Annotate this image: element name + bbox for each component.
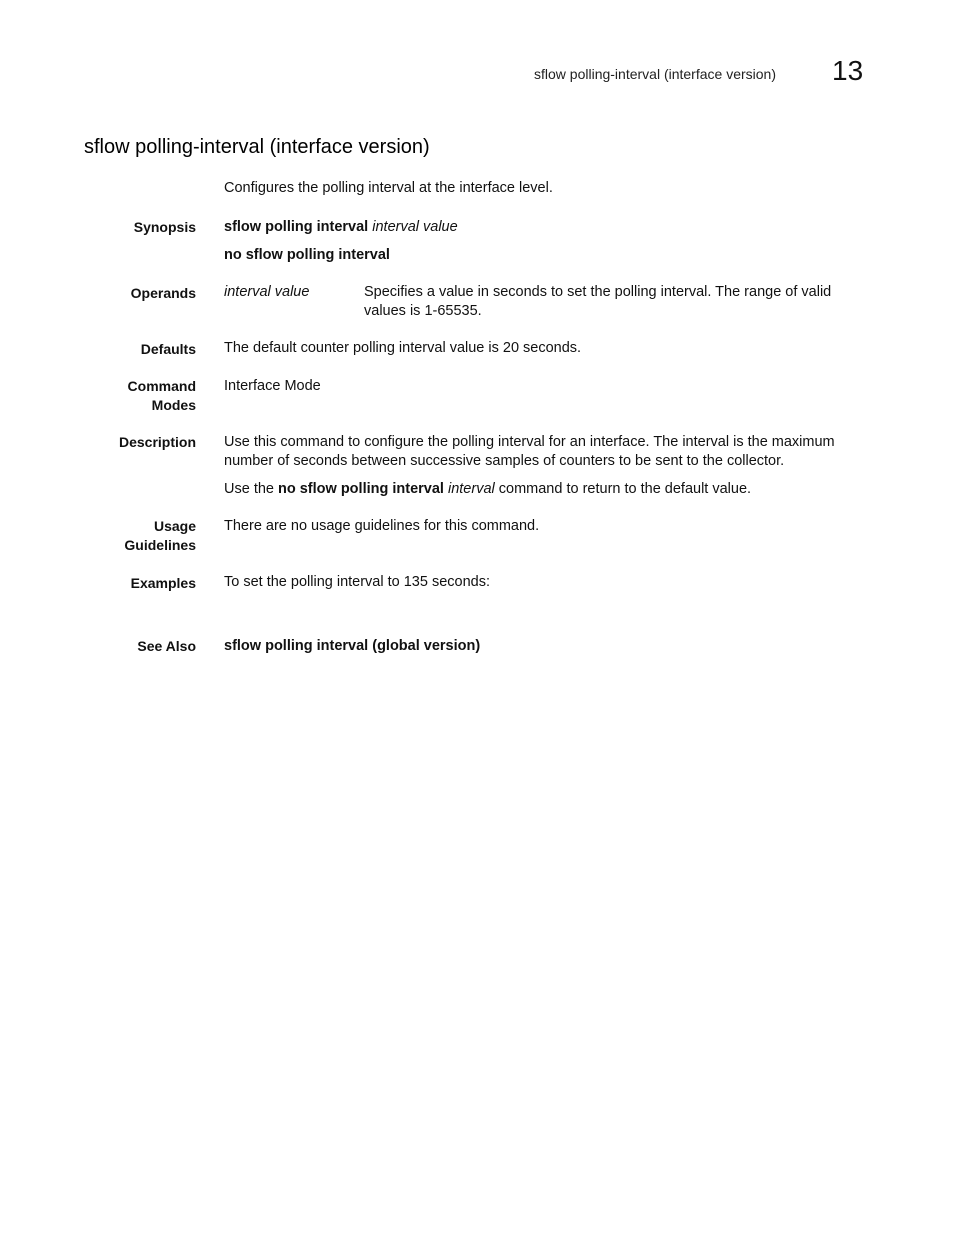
chapter-number: 13 (832, 55, 864, 86)
defaults-label: Defaults (140, 341, 196, 357)
description-para2-command: no sflow polling interval (278, 481, 444, 497)
examples-text: To set the polling interval to 135 seconds: (224, 574, 490, 590)
see-also-link[interactable]: sflow polling interval (global version) (224, 638, 481, 654)
examples-label: Examples (130, 575, 196, 591)
description-para2-pre: Use the (224, 481, 278, 497)
usage-guidelines-label-line2: Guidelines (124, 537, 196, 553)
page-title: sflow polling-interval (interface version) (84, 136, 430, 158)
synopsis-command-arg: interval value (372, 219, 458, 235)
operands-label: Operands (130, 285, 196, 301)
description-para2-post: command to return to the default value. (494, 481, 752, 497)
command-modes-text: Interface Mode (224, 378, 321, 394)
command-modes-label-line2: Modes (151, 397, 196, 413)
operand-name: interval value (224, 284, 310, 300)
description-para2-arg: interval (447, 481, 495, 497)
description-para1: Use this command to configure the polling interval for an interface. The interval is the maximum number of seconds between successive samples of counters to be sent to the collector. (224, 434, 835, 469)
synopsis-no-command: no sflow polling interval (224, 247, 390, 263)
running-header-title: sflow polling-interval (interface version) (534, 66, 776, 82)
description-para2 (224, 480, 864, 499)
synopsis-label: Synopsis (133, 219, 196, 235)
usage-guidelines-label (96, 517, 196, 555)
synopsis-command (224, 218, 864, 237)
synopsis-command-name: sflow polling interval (224, 219, 369, 235)
usage-guidelines-label-line1: Usage (153, 518, 196, 534)
usage-guidelines-text: There are no usage guidelines for this command. (224, 518, 540, 534)
intro-text: Configures the polling interval at the interface level. (224, 180, 553, 196)
command-modes-label-line1: Command (127, 378, 196, 394)
command-modes-label (96, 377, 196, 415)
operand-description: Specifies a value in seconds to set the polling interval. The range of valid values is 1-65535. (364, 284, 832, 319)
see-also-label: See Also (137, 638, 196, 654)
description-label: Description (118, 434, 196, 450)
defaults-text: The default counter polling interval value is 20 seconds. (224, 340, 582, 356)
